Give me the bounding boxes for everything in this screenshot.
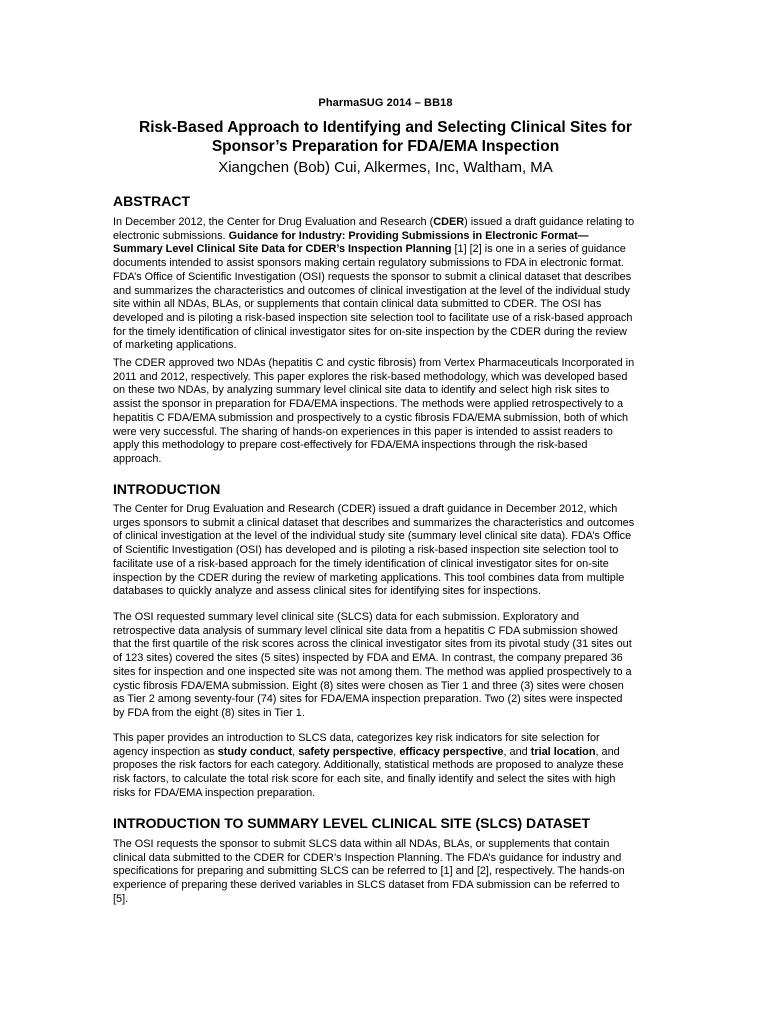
text-line: assist the sponsor in preparation for FDA/EMA inspections. The methods were applied retrospectively to a <box>113 398 624 411</box>
text-run: , and <box>503 745 531 758</box>
bold-text: Summary Level Clinical Site Data for CDER’s Inspection Planning <box>113 243 452 256</box>
text-line: were very successful. The sharing of hands-on experiences in this paper is intended to assist readers to <box>113 425 613 438</box>
title-line-1: Risk-Based Approach to Identifying and Selecting Clinical Sites for <box>139 119 632 136</box>
text-line: urges sponsors to submit a clinical dataset that describes and summarizes the characteristics and outcomes <box>113 516 635 529</box>
text-run: ) issued a draft guidance relating to <box>464 216 635 228</box>
text-line: inspection by the CDER during the review of marketing applications. This tool combines data from multiple <box>113 571 625 584</box>
text-line: clinical data submitted to the CDER for CDER’s Inspection Planning. The FDA’s guidance for industry and <box>113 851 622 864</box>
text-line: approach. <box>113 452 162 465</box>
text-run: electronic submissions. <box>113 229 229 242</box>
text-line: cystic fibrosis FDA/EMA submission. Eight (8) sites were chosen as Tier 1 and three (3) sites were chosen <box>113 679 624 692</box>
text-line <box>113 216 658 230</box>
text-line: retrospective data analysis of summary level clinical site data from a hepatitis C FDA submission showed <box>113 624 618 637</box>
text-line: apply this methodology to prepare cost-effectively for FDA/EMA inspections through the risk-based <box>113 439 588 452</box>
text-line: experience of preparing these derived variables in SLCS dataset from FDA submission can be referred to <box>113 879 620 892</box>
introduction-paragraph-3 <box>113 732 658 801</box>
introduction-paragraph-1 <box>113 503 658 599</box>
text-line: proposes the risk factors for each category. Additionally, statistical methods are proposed to analyze these <box>113 759 624 772</box>
text-line: hepatitis C FDA/EMA submission and prospectively to a cystic fibrosis FDA/EMA submission, both of which <box>113 411 629 424</box>
text-line: FDA’s Office of Scientific Investigation (OSI) requests the sponsor to submit a clinical dataset that describes <box>113 270 632 283</box>
author-line: Xiangchen (Bob) Cui, Alkermes, Inc, Waltham, MA <box>218 159 553 176</box>
text-run: , <box>292 745 299 758</box>
text-line: of clinical investigation at the level of the individual study site (summary level clinical site data). FDA’s Office <box>113 530 632 543</box>
bold-text: study conduct <box>217 745 293 758</box>
introduction-heading: INTRODUCTION <box>113 481 221 497</box>
text-line: for the timely identification of clinical investigator sites for on-site inspection by the CDER during the review <box>113 325 627 338</box>
text-line: sites for inspection and one inspected site was not among them. The method was applied prospectively to a <box>113 665 632 678</box>
text-line: This paper provides an introduction to SLCS data, categorizes key risk indicators for site selection for <box>113 732 600 744</box>
abstract-heading: ABSTRACT <box>113 193 190 209</box>
text-line: The OSI requested summary level clinical site (SLCS) data for each submission. Exploratory and <box>113 611 580 623</box>
text-line: of 123 sites) covered the sites (5 sites) inspected by FDA and EMA. In contrast, the company prepared 36 <box>113 652 623 665</box>
text-line: [5]. <box>113 892 129 905</box>
text-line: that the first quartile of the risk scores across the clinical investigator sites from its pivotal study (31 sites out <box>113 638 632 651</box>
text-line: specifications for preparing and submitting SLCS can be referred to [1] and [2], respectively. The hands-on <box>113 865 625 878</box>
text-line: documents intended to assist sponsors making certain regulatory submissions to FDA in electronic format. <box>113 257 624 270</box>
paper-title <box>113 119 658 156</box>
slcs-paragraph-1 <box>113 838 658 907</box>
introduction-paragraph-2 <box>113 611 658 721</box>
text-line: The OSI requests the sponsor to submit SLCS data within all NDAs, BLAs, or supplements that contain <box>113 838 610 850</box>
bold-text: Guidance for Industry: Providing Submissions in Electronic Format— <box>228 229 589 242</box>
text-line: developed and is piloting a risk-based inspection site selection tool to facilitate use of a risk-based approach <box>113 311 633 324</box>
text-run: , <box>393 745 400 758</box>
text-run: , and <box>595 745 620 758</box>
text-line: risk factors, to calculate the total risk score for each site, and finally identify and select the sites with high <box>113 773 616 786</box>
text-line <box>113 746 658 760</box>
text-line: The Center for Drug Evaluation and Research (CDER) issued a draft guidance in December 2012, which <box>113 503 618 515</box>
bold-text: efficacy perspective <box>399 745 504 758</box>
text-line <box>113 230 658 244</box>
slcs-heading: INTRODUCTION TO SUMMARY LEVEL CLINICAL SITE (SLCS) DATASET <box>113 815 591 831</box>
text-line: on these two NDAs, by analyzing summary level clinical site data to identify and select high risk sites to <box>113 384 610 397</box>
text-line: by FDA from the eight (8) sites in Tier 1. <box>113 706 305 719</box>
text-run: [1] [2] is one in a series of guidance <box>451 243 626 256</box>
text-line: databases to quickly analyze and assess clinical sites for identifying sites for inspections. <box>113 585 541 598</box>
text-line: 2011 and 2012, respectively. This paper explores the risk-based methodology, which was developed based <box>113 370 628 383</box>
text-line: and summarizes the characteristics and outcomes of clinical investigation at the level of the individual study <box>113 284 630 297</box>
text-line: as Tier 2 among seventy-four (74) sites for FDA/EMA inspection preparation. Two (2) sites were inspected <box>113 693 623 706</box>
bold-text: trial location <box>530 745 596 758</box>
title-line-2: Sponsor’s Preparation for FDA/EMA Inspection <box>211 137 560 155</box>
text-line: of marketing applications. <box>113 339 237 352</box>
bold-text: CDER <box>433 216 465 228</box>
text-line <box>113 243 658 257</box>
conference-label: PharmaSUG 2014 – BB18 <box>318 97 453 109</box>
text-line: risks for FDA/EMA inspection preparation. <box>113 786 316 799</box>
text-run: agency inspection as <box>113 745 218 758</box>
text-run: In December 2012, the Center for Drug Evaluation and Research ( <box>113 216 434 228</box>
text-line: of Scientific Investigation (OSI) has developed and is piloting a risk-based inspection site selection tool to <box>113 544 619 557</box>
abstract-paragraph-2 <box>113 357 658 467</box>
bold-text: safety perspective <box>298 745 394 758</box>
text-line: site within all NDAs, BLAs, or supplements that contain clinical data submitted to CDER. The OSI has <box>113 298 602 311</box>
text-line: facilitate use of a risk-based approach for the timely identification of clinical investigator sites for on-site <box>113 557 609 570</box>
text-line: The CDER approved two NDAs (hepatitis C and cystic fibrosis) from Vertex Pharmaceuticals Incorporated in <box>113 357 635 369</box>
abstract-paragraph-1 <box>113 216 658 353</box>
